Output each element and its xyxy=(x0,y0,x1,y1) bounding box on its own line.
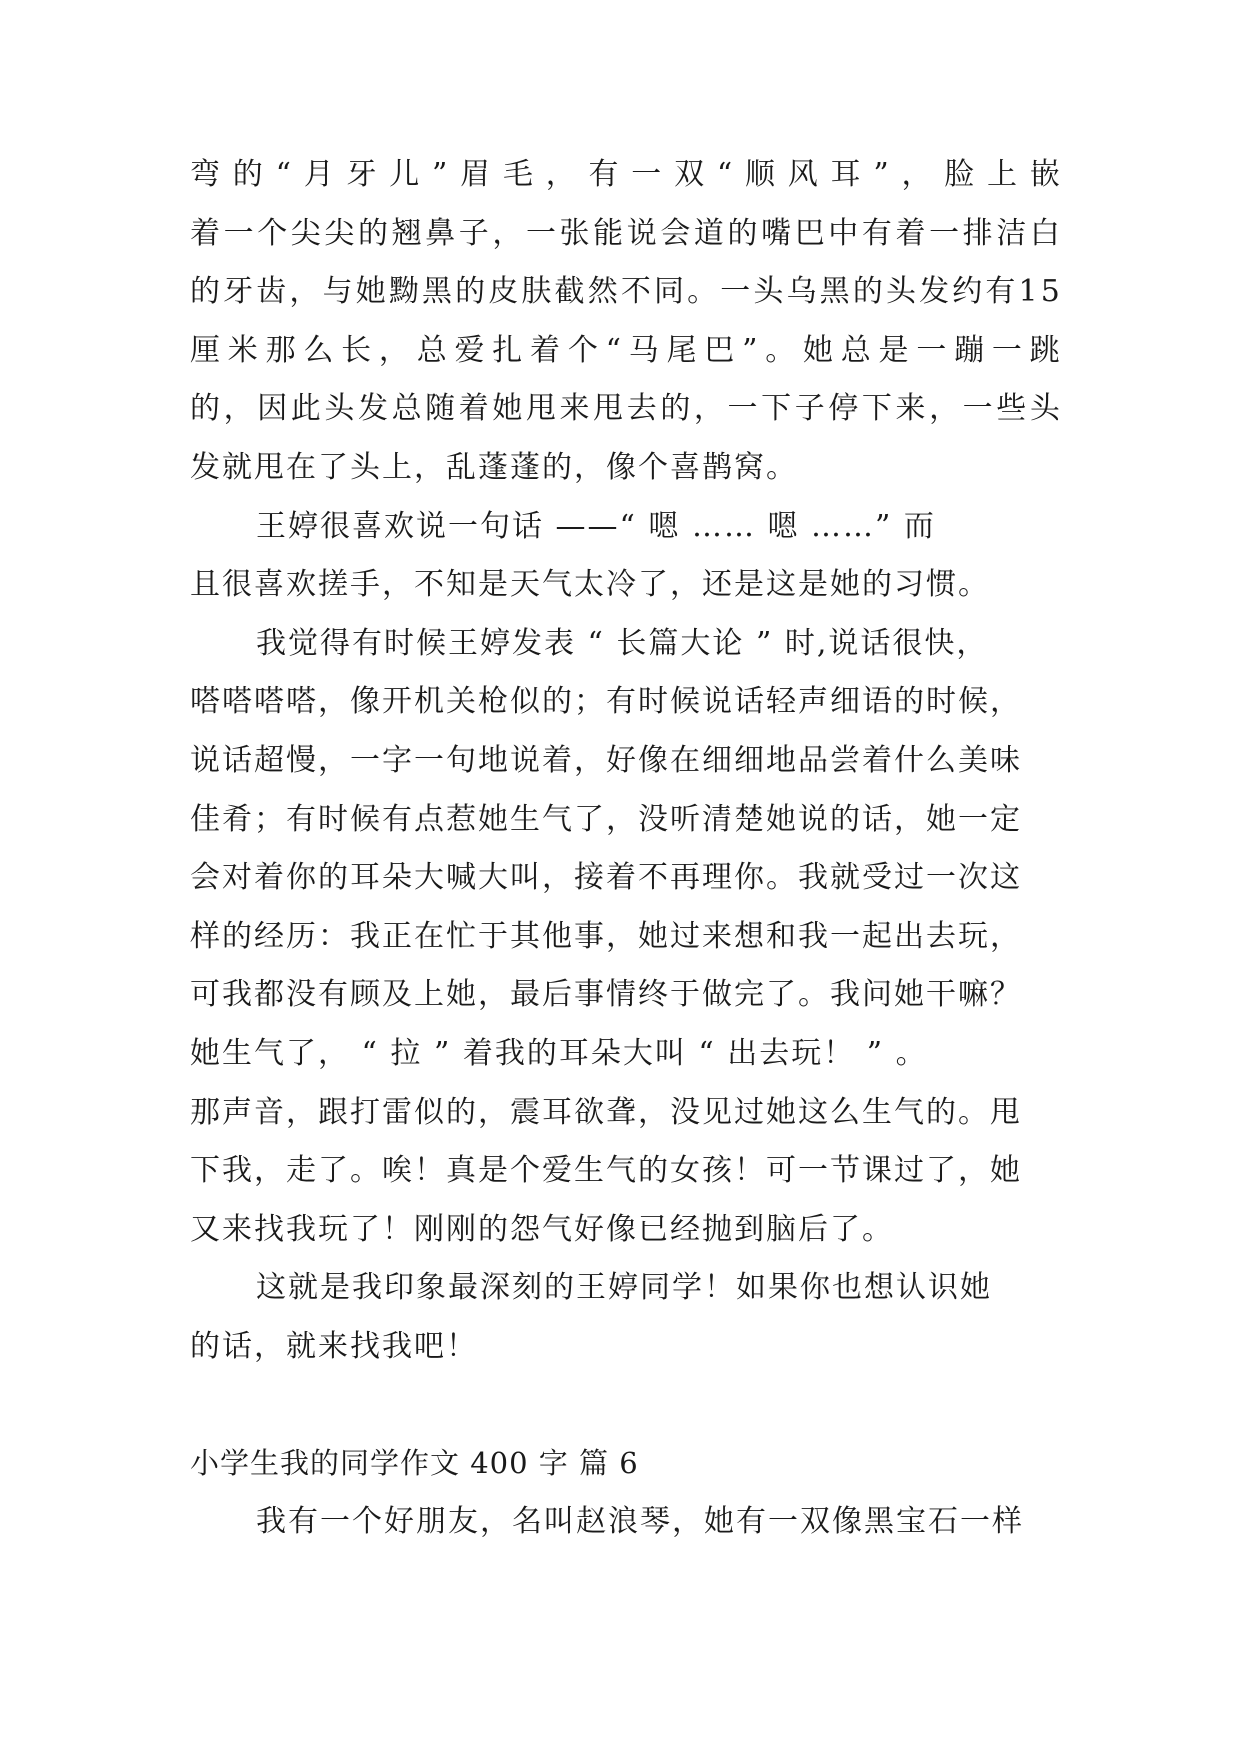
text-line: 且很喜欢搓手，不知是天气太冷了，还是这是她的习惯。 xyxy=(190,567,990,603)
text-line: 那声音，跟打雷似的，震耳欲聋，没见过她这么生气的。甩 xyxy=(190,1094,1022,1130)
text-line: 发就甩在了头上，乱蓬蓬的，像个喜鹊窝。 xyxy=(190,449,798,485)
section-heading: 小学生我的同学作文 400 字 篇 6 xyxy=(190,1446,639,1481)
text-line: 可我都没有顾及上她，最后事情终于做完了。我问她干嘛？ xyxy=(190,977,1022,1013)
document-body xyxy=(190,157,1060,1566)
text-line: 的 ， 因 此 头 发 总 随 着 她 甩 来 甩 去 的 ， 一 下 子 停 下 来 ， 一 些 头 xyxy=(190,391,1060,427)
text-line: 我有一个好朋友，名叫赵浪琴，她有一双像黑宝石一样 xyxy=(256,1504,1024,1540)
text-line: 着 一 个 尖 尖 的 翘 鼻 子 ， 一 张 能 说 会 道 的 嘴 巴 中 有 着 一 排 洁 白 xyxy=(190,215,1060,251)
section-spacer xyxy=(190,1390,1060,1448)
text-line: 又来找我玩了！刚刚的怨气好像已经抛到脑后了。 xyxy=(190,1211,894,1247)
paragraph-next-essay xyxy=(190,1504,1060,1540)
text-line: 王婷很喜欢说一句话 ——“ 嗯 …… 嗯 ……” 而 xyxy=(256,508,936,544)
paragraph-conclusion xyxy=(190,1270,1060,1364)
text-line: 她生气了， “ 拉 ” 着我的耳朵大叫 “ 出去玩！ ” 。 xyxy=(190,1035,928,1071)
text-line: 这就是我印象最深刻的王婷同学！如果你也想认识她 xyxy=(256,1270,992,1306)
text-line: 厘 米 那 么 长 ， 总 爱 扎 着 个 “ 马 尾 巴 ” 。 她 总 是 一 蹦 一 跳 xyxy=(190,332,1060,368)
text-line: 的话，就来找我吧！ xyxy=(190,1328,478,1364)
text-line: 说话超慢，一字一句地说着，好像在细细地品尝着什么美味 xyxy=(190,742,1022,778)
text-line: 会对着你的耳朵大喊大叫，接着不再理你。我就受过一次这 xyxy=(190,860,1022,896)
text-line: 弯 的 “ 月 牙 儿 ” 眉 毛 ， 有 一 双 “ 顺 风 耳 ” ， 脸 上 嵌 xyxy=(190,157,1060,192)
paragraph-habit xyxy=(190,508,1060,603)
text-line: 样的经历：我正在忙于其他事，她过来想和我一起出去玩， xyxy=(190,918,1022,954)
text-line: 我觉得有时候王婷发表 “ 长篇大论 ” 时,说话很快， xyxy=(256,625,989,661)
paragraph-speech xyxy=(190,625,1060,1247)
text-line: 佳肴；有时候有点惹她生气了，没听清楚她说的话，她一定 xyxy=(190,801,1022,837)
text-line: 的 牙 齿 ， 与 她 黝 黑 的 皮 肤 截 然 不 同 。 一 头 乌 黑 的 头 发 约 有 1 5 xyxy=(190,274,1060,310)
text-line: 下我，走了。唉！真是个爱生气的女孩！可一节课过了，她 xyxy=(190,1153,1022,1189)
paragraph-description xyxy=(190,157,1060,485)
text-line: 嗒嗒嗒嗒，像开机关枪似的；有时候说话轻声细语的时候， xyxy=(190,684,1022,720)
